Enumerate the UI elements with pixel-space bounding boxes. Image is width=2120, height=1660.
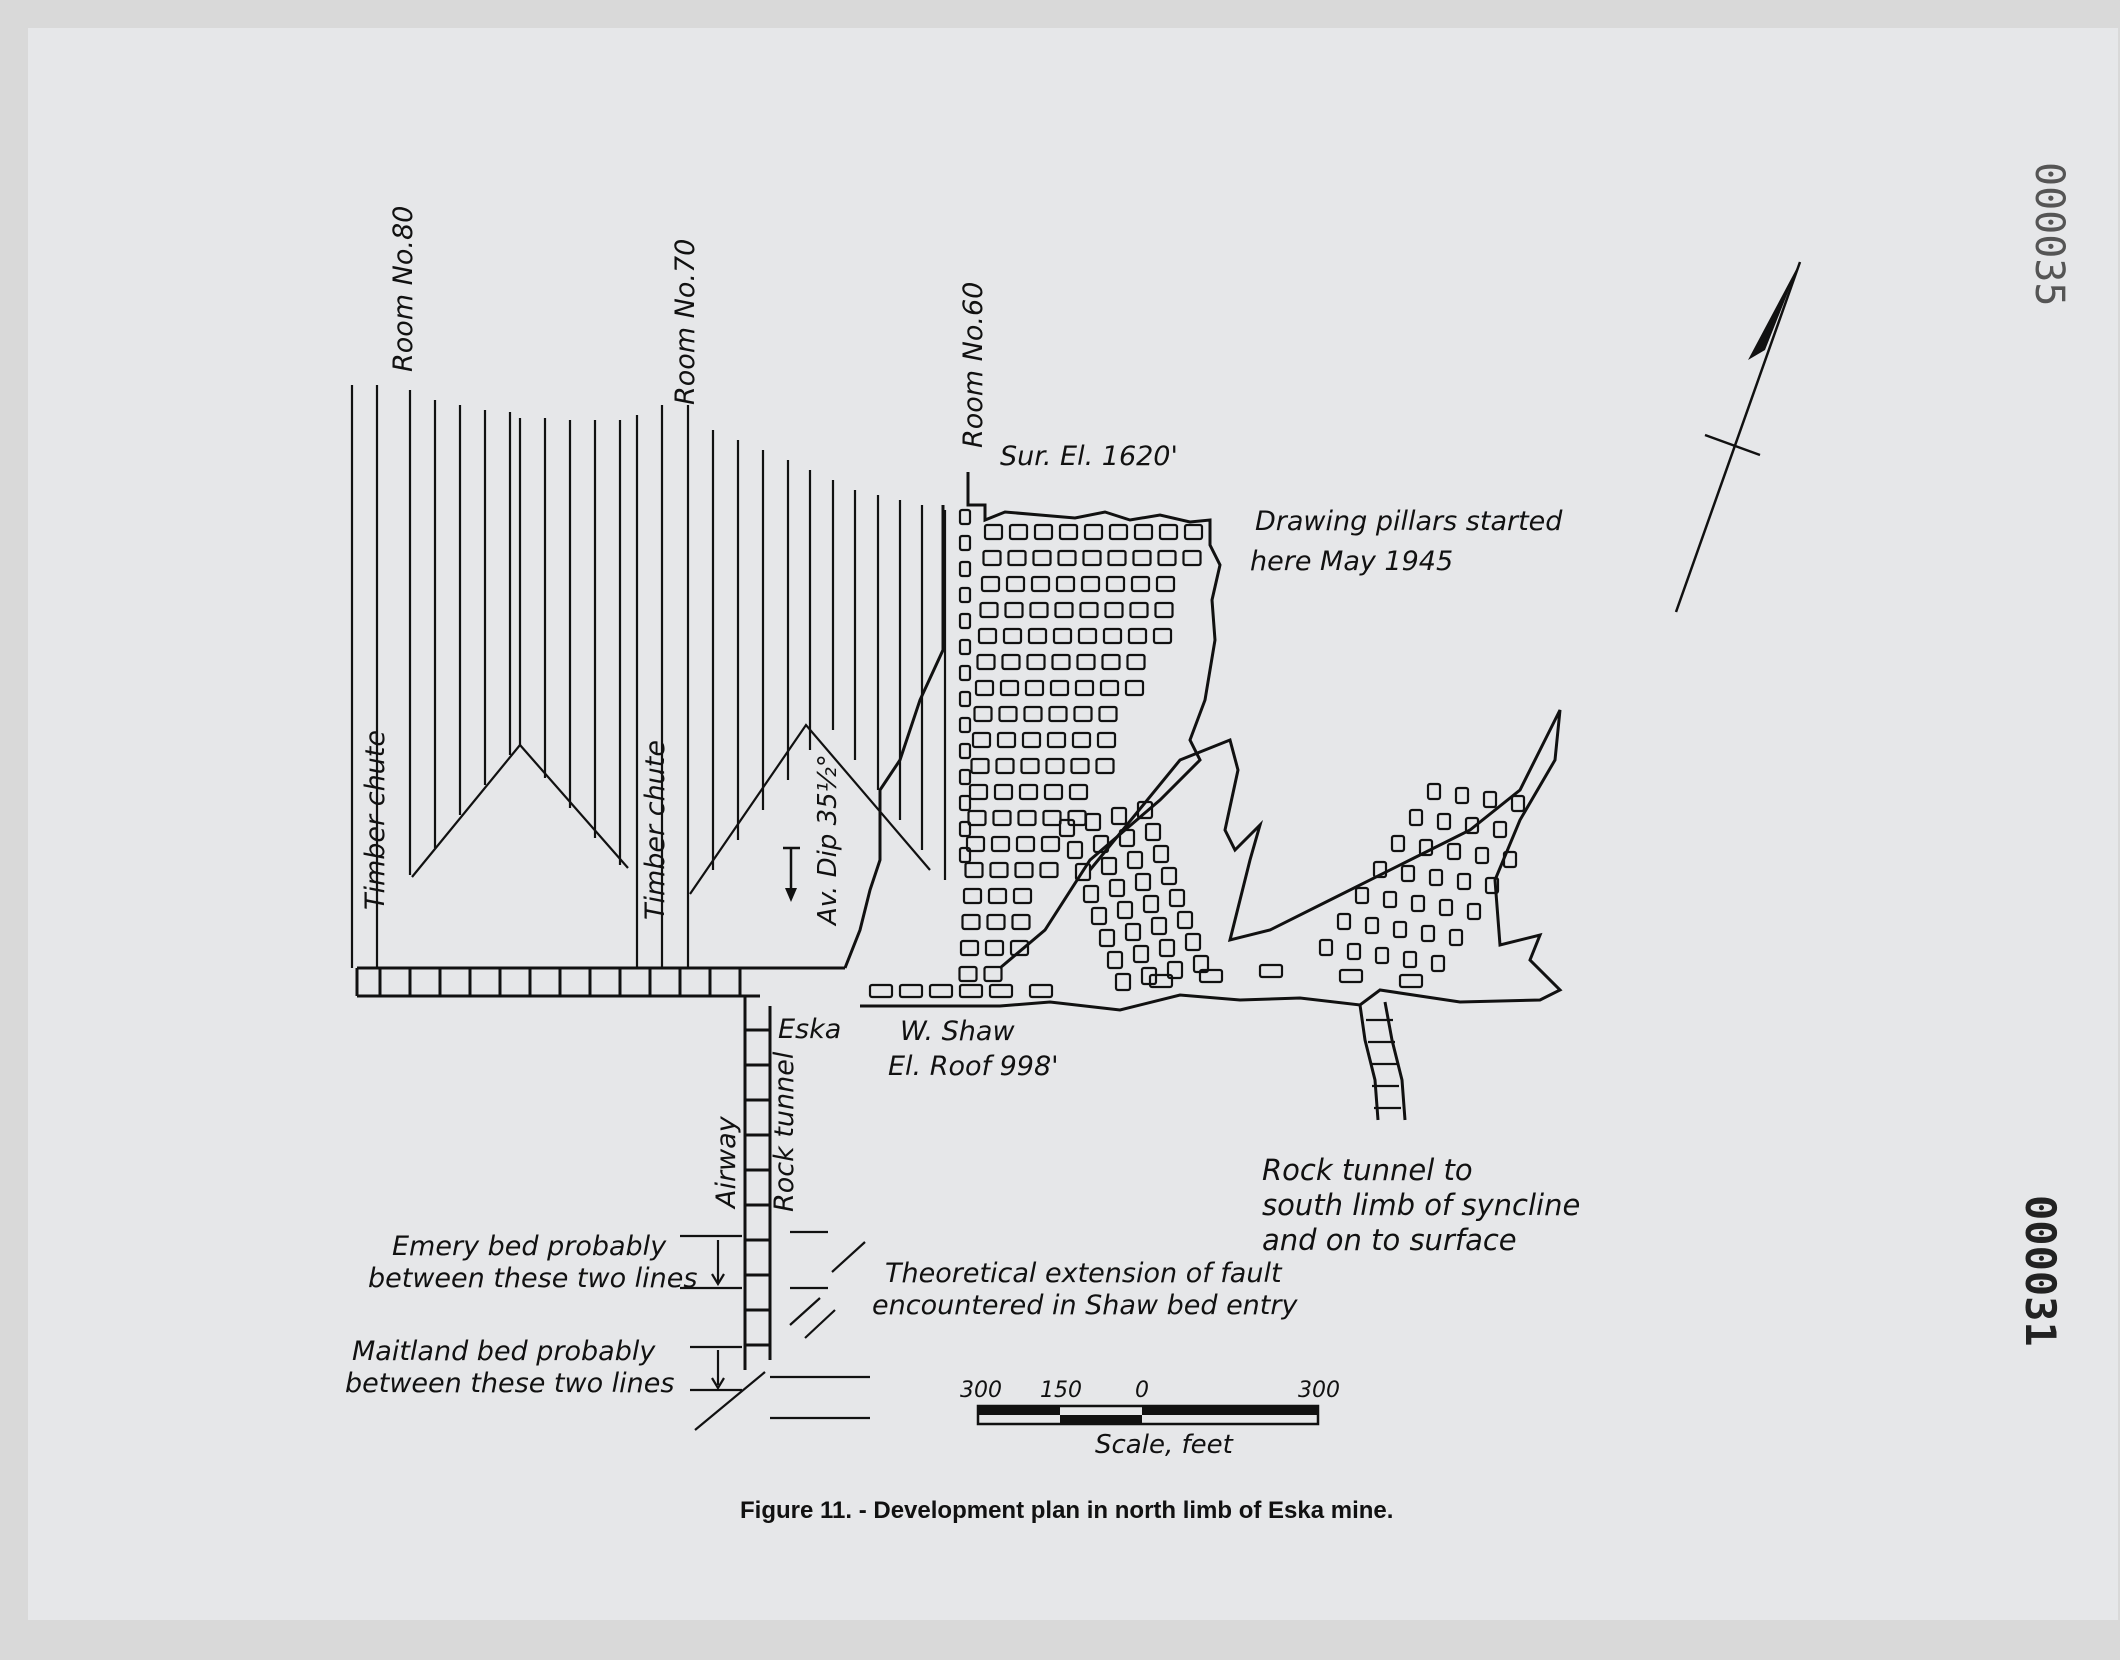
pillar-block bbox=[960, 536, 970, 550]
pillar-block bbox=[979, 629, 996, 643]
scale-bar bbox=[978, 1406, 1318, 1424]
figure-caption: Figure 11. - Development plan in north limb of Eska mine. bbox=[740, 1497, 1394, 1524]
pillar-block bbox=[1006, 603, 1023, 617]
pillar-block bbox=[994, 811, 1011, 825]
scale-tick-0: 0 bbox=[1135, 1378, 1149, 1403]
pillar-block bbox=[1081, 603, 1098, 617]
pillar-block bbox=[1017, 837, 1034, 851]
pillar-block bbox=[964, 889, 981, 903]
pillar-block bbox=[1118, 902, 1132, 918]
pillar-block bbox=[1029, 629, 1046, 643]
pillar-block bbox=[1057, 577, 1074, 591]
roof-elevation-label: El. Roof 998' bbox=[888, 1051, 1059, 1082]
pillar-block bbox=[1112, 808, 1126, 824]
pillar-block bbox=[960, 510, 970, 524]
pillar-block bbox=[1392, 836, 1404, 851]
pillar-block bbox=[1134, 946, 1148, 962]
stamp-top: 000035 bbox=[2026, 162, 2072, 307]
pillar-block bbox=[1048, 733, 1065, 747]
pillar-block bbox=[900, 985, 922, 997]
timber-chute-label-2: Timber chute bbox=[640, 740, 671, 920]
pillar-block bbox=[976, 681, 993, 695]
pillar-block bbox=[1056, 603, 1073, 617]
pillar-block bbox=[1028, 655, 1045, 669]
pillar-block bbox=[1126, 681, 1143, 695]
pillar-block bbox=[985, 967, 1002, 981]
pillar-block bbox=[1186, 934, 1200, 950]
pillar-block bbox=[1104, 629, 1121, 643]
pillar-block bbox=[960, 796, 970, 810]
pillar-block bbox=[1103, 655, 1120, 669]
pillar-block bbox=[1394, 922, 1406, 937]
pillar-block bbox=[1069, 811, 1086, 825]
room-80-label: Room No.80 bbox=[388, 205, 419, 372]
pillar-block bbox=[1053, 655, 1070, 669]
pillar-block bbox=[1184, 551, 1201, 565]
maitland-bed-line1: Maitland bed probably bbox=[352, 1336, 656, 1367]
pillar-block bbox=[1456, 788, 1468, 803]
pillar-block bbox=[960, 562, 970, 576]
pillar-block bbox=[1131, 603, 1148, 617]
pillar-block bbox=[966, 863, 983, 877]
pillar-block bbox=[1170, 890, 1184, 906]
pillar-block bbox=[970, 785, 987, 799]
pillar-block bbox=[960, 666, 970, 680]
pillar-block bbox=[1162, 868, 1176, 884]
room-60-label: Room No.60 bbox=[958, 281, 989, 448]
bed-lines bbox=[680, 1232, 870, 1430]
pillar-block bbox=[1025, 707, 1042, 721]
pillar-block bbox=[1019, 811, 1036, 825]
pillar-block bbox=[1086, 814, 1100, 830]
pillar-block bbox=[1128, 655, 1145, 669]
pillar-block bbox=[1059, 551, 1076, 565]
pillar-block bbox=[1035, 525, 1052, 539]
scale-tick-300-right: 300 bbox=[1298, 1378, 1340, 1403]
pillar-block bbox=[1007, 577, 1024, 591]
pillar-block bbox=[1041, 863, 1058, 877]
pillar-block bbox=[1384, 892, 1396, 907]
pillar-block bbox=[1320, 940, 1332, 955]
pillar-block bbox=[1108, 952, 1122, 968]
pillar-block bbox=[1356, 888, 1368, 903]
pillar-block bbox=[1098, 733, 1115, 747]
pillar-block bbox=[1075, 707, 1092, 721]
pillar-block bbox=[1110, 880, 1124, 896]
emery-bed-line1: Emery bed probably bbox=[392, 1231, 667, 1262]
pillar-block bbox=[1031, 603, 1048, 617]
pillar-block bbox=[1340, 970, 1362, 982]
pillar-block bbox=[1070, 785, 1087, 799]
pillar-block bbox=[1160, 940, 1174, 956]
pillar-block bbox=[1410, 810, 1422, 825]
dip-label: Av. Dip 35½° bbox=[813, 754, 843, 925]
pillar-block bbox=[1034, 551, 1051, 565]
pillar-block bbox=[1136, 874, 1150, 890]
pillar-block bbox=[1128, 852, 1142, 868]
pillar-block bbox=[960, 770, 970, 784]
pillar-block bbox=[1146, 824, 1160, 840]
emery-bed-line2: between these two lines bbox=[368, 1263, 698, 1294]
dip-arrow bbox=[783, 848, 800, 902]
pillar-block bbox=[1494, 822, 1506, 837]
pillar-block bbox=[1468, 904, 1480, 919]
pillar-block bbox=[1013, 915, 1030, 929]
rock-tunnel-south-line1: Rock tunnel to bbox=[1262, 1153, 1473, 1187]
pillar-block bbox=[1032, 577, 1049, 591]
pillar-block bbox=[1430, 870, 1442, 885]
pillar-block bbox=[1348, 944, 1360, 959]
pillar-block bbox=[1156, 603, 1173, 617]
pillar-block bbox=[1154, 629, 1171, 643]
room-70-label: Room No.70 bbox=[670, 238, 701, 405]
pillar-block bbox=[960, 640, 970, 654]
pillar-block bbox=[1404, 952, 1416, 967]
pillar-block bbox=[1076, 681, 1093, 695]
pillar-block bbox=[1084, 551, 1101, 565]
pillar-block bbox=[1110, 525, 1127, 539]
pillar-block bbox=[1126, 924, 1140, 940]
pillar-block bbox=[1154, 846, 1168, 862]
pillar-block bbox=[1085, 525, 1102, 539]
pillar-block bbox=[1014, 889, 1031, 903]
pillar-block bbox=[1009, 551, 1026, 565]
pillar-block bbox=[1020, 785, 1037, 799]
pillar-block bbox=[1050, 707, 1067, 721]
pillar-block bbox=[1152, 918, 1166, 934]
pillar-block bbox=[1060, 820, 1074, 836]
pillar-block bbox=[982, 577, 999, 591]
scale-tick-300-left: 300 bbox=[960, 1378, 1002, 1403]
pillar-block bbox=[1054, 629, 1071, 643]
fault-line2: encountered in Shaw bed entry bbox=[872, 1290, 1298, 1321]
pillar-block bbox=[1512, 796, 1524, 811]
pillar-block bbox=[963, 915, 980, 929]
pillar-block bbox=[1450, 930, 1462, 945]
pillar-block bbox=[1100, 707, 1117, 721]
pillar-block bbox=[985, 525, 1002, 539]
main-entry bbox=[357, 968, 845, 996]
pillar-block bbox=[1178, 912, 1192, 928]
pillar-block bbox=[990, 985, 1012, 997]
pillar-block bbox=[989, 889, 1006, 903]
pillar-block bbox=[960, 744, 970, 758]
pillar-block bbox=[1022, 759, 1039, 773]
scale-tick-150: 150 bbox=[1040, 1378, 1082, 1403]
pillar-block bbox=[1072, 759, 1089, 773]
pillar-block bbox=[1000, 707, 1017, 721]
pillar-block bbox=[988, 915, 1005, 929]
pillar-block bbox=[1160, 525, 1177, 539]
pillar-block bbox=[1159, 551, 1176, 565]
pillar-block bbox=[1004, 629, 1021, 643]
pillar-block bbox=[960, 614, 970, 628]
pillar-block bbox=[975, 707, 992, 721]
pillar-block bbox=[1129, 629, 1146, 643]
pillar-block bbox=[1135, 525, 1152, 539]
maitland-bed-line2: between these two lines bbox=[345, 1368, 675, 1399]
pillar-block bbox=[1003, 655, 1020, 669]
pillar-block bbox=[960, 718, 970, 732]
pillar-block bbox=[960, 985, 982, 997]
pillar-block bbox=[1102, 858, 1116, 874]
pillar-block bbox=[1084, 886, 1098, 902]
pillar-block bbox=[1026, 681, 1043, 695]
pillar-block bbox=[981, 603, 998, 617]
pillar-block bbox=[1376, 948, 1388, 963]
pillar-block bbox=[1101, 681, 1118, 695]
pillar-block bbox=[1010, 525, 1027, 539]
pillar-block bbox=[1338, 914, 1350, 929]
pillar-block bbox=[997, 759, 1014, 773]
drawing-pillars-line1: Drawing pillars started bbox=[1255, 506, 1563, 537]
pillar-block bbox=[960, 588, 970, 602]
pillar-block bbox=[960, 967, 977, 981]
pillar-block bbox=[1044, 811, 1061, 825]
pillar-block bbox=[1078, 655, 1095, 669]
rock-tunnel-label: Rock tunnel bbox=[769, 1051, 800, 1212]
pillar-block bbox=[1042, 837, 1059, 851]
pillar-block bbox=[1438, 814, 1450, 829]
airway-tunnel bbox=[745, 996, 770, 1370]
pillar-block bbox=[1185, 525, 1202, 539]
rock-tunnel-south-line2: south limb of syncline bbox=[1262, 1188, 1581, 1222]
pillar-block bbox=[1412, 896, 1424, 911]
pillar-block bbox=[930, 985, 952, 997]
pillar-block bbox=[1079, 629, 1096, 643]
stamp-bottom: 000031 bbox=[2016, 1195, 2065, 1347]
pillar-block bbox=[1073, 733, 1090, 747]
pillar-block bbox=[1476, 848, 1488, 863]
pillar-block bbox=[1484, 792, 1496, 807]
pillar-block bbox=[961, 941, 978, 955]
drawing-pillars-line2: here May 1945 bbox=[1250, 546, 1454, 577]
pillar-block bbox=[1402, 866, 1414, 881]
pillar-block bbox=[1260, 965, 1282, 977]
pillar-block bbox=[1132, 577, 1149, 591]
pillar-block bbox=[1116, 974, 1130, 990]
pillar-block bbox=[870, 985, 892, 997]
pillar-block bbox=[1109, 551, 1126, 565]
eska-label: Eska bbox=[778, 1014, 842, 1045]
pillar-block bbox=[1030, 985, 1052, 997]
rock-tunnel-south-line3: and on to surface bbox=[1262, 1223, 1517, 1257]
fault-line1: Theoretical extension of fault bbox=[885, 1258, 1282, 1289]
airway-label: Airway bbox=[711, 1116, 742, 1208]
pillar-block bbox=[1060, 525, 1077, 539]
pillar-block bbox=[972, 759, 989, 773]
pillar-block bbox=[1134, 551, 1151, 565]
pillar-block bbox=[1082, 577, 1099, 591]
pillar-block bbox=[1448, 844, 1460, 859]
timber-chute-label-1: Timber chute bbox=[360, 730, 391, 910]
scale-label: Scale, feet bbox=[1095, 1430, 1233, 1460]
pillar-block bbox=[991, 863, 1008, 877]
pillar-block bbox=[1428, 784, 1440, 799]
pillar-block bbox=[973, 733, 990, 747]
pillar-block bbox=[1432, 956, 1444, 971]
pillar-block bbox=[1366, 918, 1378, 933]
pillar-block bbox=[1045, 785, 1062, 799]
pillar-block bbox=[984, 551, 1001, 565]
pillar-block bbox=[998, 733, 1015, 747]
surface-elevation-label: Sur. El. 1620' bbox=[1000, 441, 1178, 472]
pillar-block bbox=[978, 655, 995, 669]
pillar-block bbox=[1001, 681, 1018, 695]
pillar-block bbox=[1422, 926, 1434, 941]
pillar-block bbox=[1144, 896, 1158, 912]
pillar-block bbox=[1016, 863, 1033, 877]
pillar-block bbox=[986, 941, 1003, 955]
pillar-block bbox=[1092, 908, 1106, 924]
north-arrow bbox=[1676, 262, 1800, 612]
pillar-block bbox=[960, 692, 970, 706]
pillar-block bbox=[1106, 603, 1123, 617]
pillar-block bbox=[1400, 975, 1422, 987]
pillar-block bbox=[1440, 900, 1452, 915]
pillar-block bbox=[1023, 733, 1040, 747]
pillar-block bbox=[1047, 759, 1064, 773]
pillar-block bbox=[1157, 577, 1174, 591]
pillar-block bbox=[1458, 874, 1470, 889]
pillar-block bbox=[1107, 577, 1124, 591]
pillar-block bbox=[1051, 681, 1068, 695]
pillar-block bbox=[992, 837, 1009, 851]
pillar-block bbox=[1068, 842, 1082, 858]
w-shaw-label: W. Shaw bbox=[900, 1016, 1015, 1047]
pillar-block bbox=[1097, 759, 1114, 773]
pillar-block bbox=[995, 785, 1012, 799]
pillar-block bbox=[969, 811, 986, 825]
pillar-block bbox=[1100, 930, 1114, 946]
